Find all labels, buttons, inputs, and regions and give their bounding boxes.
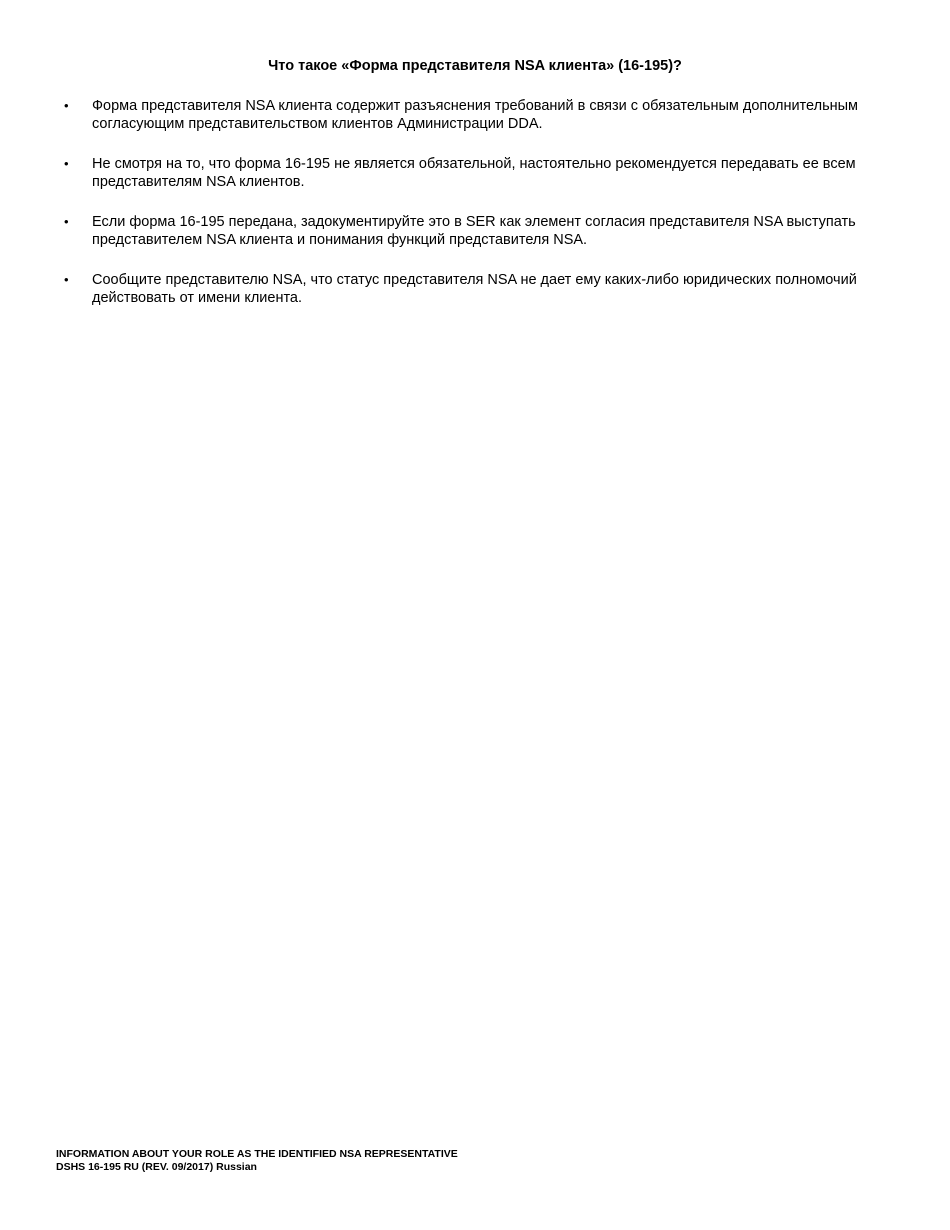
footer-form-number: DSHS 16-195 RU (REV. 09/2017) Russian — [56, 1160, 257, 1173]
bullet-icon: • — [64, 214, 69, 229]
list-item — [62, 213, 892, 249]
list-item-text: Не смотря на то, что форма 16-195 не является обязательной, настоятельно рекомендуется передавать ее всем представителям NSA клиентов. — [92, 156, 856, 190]
bullet-list — [62, 97, 892, 329]
footer-form-title: INFORMATION ABOUT YOUR ROLE AS THE IDENTIFIED NSA REPRESENTATIVE — [56, 1148, 458, 1160]
list-item-text: Форма представителя NSA клиента содержит разъяснения требований в связи с обязательным дополнительным согласующим представительством клиентов Администрации DDA. — [92, 98, 859, 132]
bullet-icon: • — [64, 272, 69, 287]
list-item-text: Если форма 16-195 передана, задокументируйте это в SER как элемент согласия представителя NSA выступать представителем NSA клиента и понимания функций представителя NSA. — [92, 214, 856, 248]
page-footer — [56, 1148, 458, 1173]
list-item — [62, 97, 892, 133]
bullet-icon: • — [64, 156, 69, 171]
list-item-text: Сообщите представителю NSA, что статус представителя NSA не дает ему каких-либо юридических полномочий действовать от имени клиента. — [92, 272, 857, 306]
list-item — [62, 271, 892, 307]
page-title: Что такое «Форма представителя NSA клиента» (16-195)? — [268, 58, 682, 74]
list-item — [62, 155, 892, 191]
bullet-icon: • — [64, 98, 69, 113]
